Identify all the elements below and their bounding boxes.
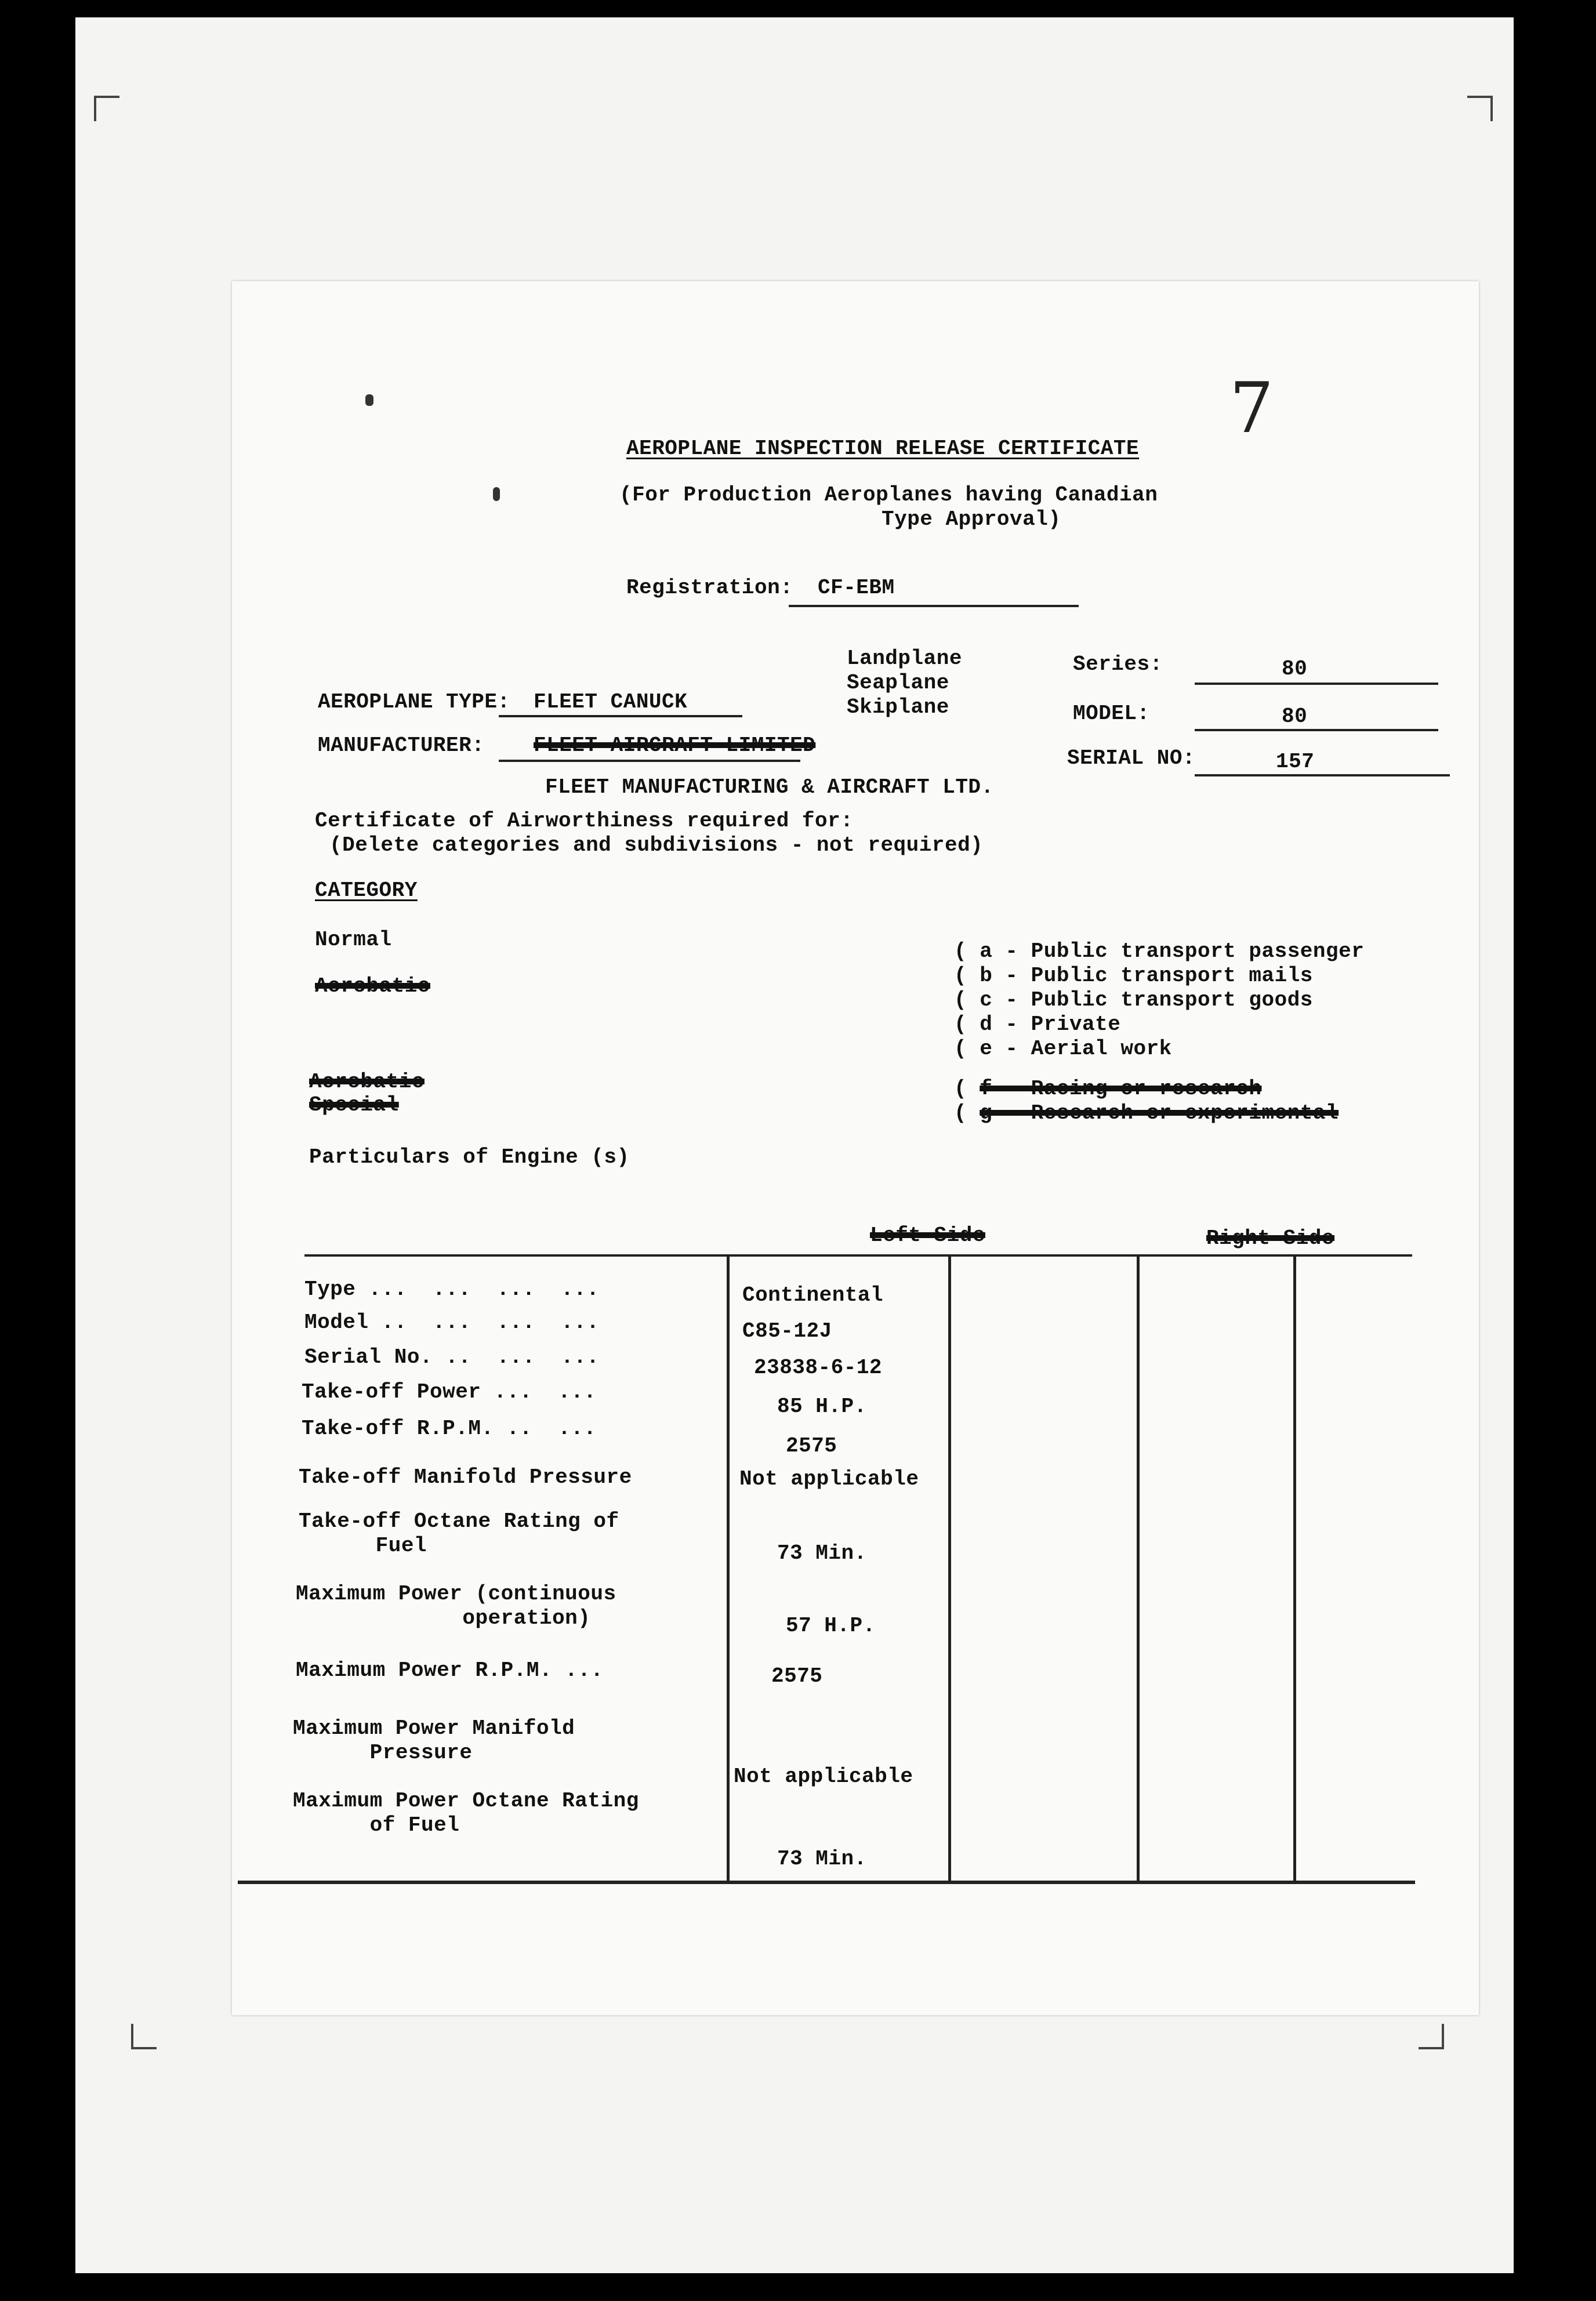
series-value: 80 xyxy=(1282,657,1308,681)
subdivision-c: ( c - Public transport goods xyxy=(954,988,1313,1012)
engine-row-label: Model .. ... ... ... xyxy=(304,1311,600,1334)
corner-mark-top-right xyxy=(1467,96,1493,121)
table-column-divider xyxy=(1137,1255,1140,1883)
plane-kind-skiplane: Skiplane xyxy=(847,695,949,719)
engine-row-value: 85 H.P. xyxy=(777,1395,867,1418)
manufacturer-struck-value: FLEET AIRCRAFT LIMITED xyxy=(534,734,816,757)
registration-label: Registration: xyxy=(626,576,793,600)
engine-row-label: Take-off Power ... ... xyxy=(302,1380,597,1404)
subdivision-g-struck: ( g - Research or experimental xyxy=(954,1101,1339,1125)
engine-row-value: 73 Min. xyxy=(777,1541,867,1565)
serial-no-label: SERIAL NO: xyxy=(1067,746,1196,770)
engine-row-value: Continental xyxy=(742,1283,884,1307)
engine-row-value: 2575 xyxy=(786,1434,837,1458)
subdivision-f-struck: ( f - Racing or research xyxy=(954,1077,1262,1101)
engine-row-value: Not applicable xyxy=(739,1467,919,1491)
engine-row-label: Maximum Power R.P.M. ... xyxy=(296,1658,604,1682)
certificate-page xyxy=(232,281,1479,2015)
category-special-struck: Special xyxy=(309,1093,399,1117)
engine-row-value: 73 Min. xyxy=(777,1847,867,1871)
registration-underline xyxy=(789,605,1079,607)
serial-no-underline xyxy=(1195,774,1450,776)
handwritten-number: 7 xyxy=(1229,368,1274,449)
table-column-divider xyxy=(727,1255,730,1883)
engine-row-label: Type ... ... ... ... xyxy=(304,1277,600,1301)
series-underline xyxy=(1195,683,1438,685)
category-normal: Normal xyxy=(315,928,392,952)
model-label: MODEL: xyxy=(1073,702,1150,725)
plane-kind-landplane: Landplane xyxy=(847,647,962,670)
engine-row-label: Take-off Octane Rating of Fuel xyxy=(299,1509,619,1558)
table-bottom-rule xyxy=(238,1881,1415,1884)
column-header-right-side-struck: Right Side xyxy=(1206,1226,1335,1250)
particulars-heading: Particulars of Engine (s) xyxy=(309,1145,630,1169)
corner-mark-top-left xyxy=(94,96,119,121)
ink-speck xyxy=(365,394,373,406)
series-label: Series: xyxy=(1073,652,1163,676)
engine-row-value: 2575 xyxy=(771,1664,823,1688)
engine-row-value: 23838-6-12 xyxy=(754,1356,883,1380)
subtitle-line-1: (For Production Aeroplanes having Canadian xyxy=(619,483,1158,507)
category-acrobatic-2-struck: Acrobatic xyxy=(309,1070,425,1094)
manufacturer-value: FLEET MANUFACTURING & AIRCRAFT LTD. xyxy=(545,775,994,799)
page-title: AEROPLANE INSPECTION RELEASE CERTIFICATE xyxy=(626,437,1140,460)
model-underline xyxy=(1195,729,1438,731)
airworthiness-line-2: (Delete categories and subdivisions - not required) xyxy=(329,833,984,857)
table-column-divider xyxy=(1293,1255,1296,1883)
manufacturer-label: MANUFACTURER: xyxy=(318,734,485,757)
subdivision-d: ( d - Private xyxy=(954,1012,1121,1036)
engine-row-label: Take-off Manifold Pressure xyxy=(299,1465,632,1489)
model-value: 80 xyxy=(1282,705,1308,728)
serial-no-value: 157 xyxy=(1276,750,1315,774)
engine-row-value: 57 H.P. xyxy=(786,1614,876,1638)
ink-speck xyxy=(493,487,500,501)
plane-kind-seaplane: Seaplane xyxy=(847,671,949,695)
engine-row-label: Maximum Power Octane Rating of Fuel xyxy=(293,1789,639,1837)
category-heading: CATEGORY xyxy=(315,879,418,902)
column-header-left-side-struck: Left Side xyxy=(870,1224,985,1247)
table-top-rule xyxy=(304,1254,1412,1257)
registration-value: CF-EBM xyxy=(818,576,895,600)
subtitle-line-2: Type Approval) xyxy=(882,507,1061,531)
manufacturer-underline xyxy=(499,760,800,762)
subdivision-a: ( a - Public transport passenger xyxy=(954,939,1365,963)
corner-mark-bottom-right xyxy=(1419,2024,1444,2049)
table-column-divider xyxy=(948,1255,951,1883)
engine-row-value: Not applicable xyxy=(734,1765,913,1788)
engine-row-label: Maximum Power Manifold Pressure xyxy=(293,1716,575,1765)
engine-row-value: C85-12J xyxy=(742,1319,832,1343)
film-frame xyxy=(75,17,1514,2273)
aeroplane-type-underline xyxy=(499,715,742,717)
airworthiness-line-1: Certificate of Airworthiness required for: xyxy=(315,809,854,833)
subdivision-e: ( e - Aerial work xyxy=(954,1037,1172,1061)
aeroplane-type-label: AEROPLANE TYPE: xyxy=(318,690,510,714)
engine-row-label: Maximum Power (continuous operation) xyxy=(296,1582,616,1630)
engine-row-label: Take-off R.P.M. .. ... xyxy=(302,1417,597,1440)
corner-mark-bottom-left xyxy=(131,2024,157,2049)
subdivision-b: ( b - Public transport mails xyxy=(954,964,1313,988)
engine-row-label: Serial No. .. ... ... xyxy=(304,1345,600,1369)
category-acrobatic-struck: Acrobatic xyxy=(315,974,430,998)
aeroplane-type-value: FLEET CANUCK xyxy=(534,690,688,714)
